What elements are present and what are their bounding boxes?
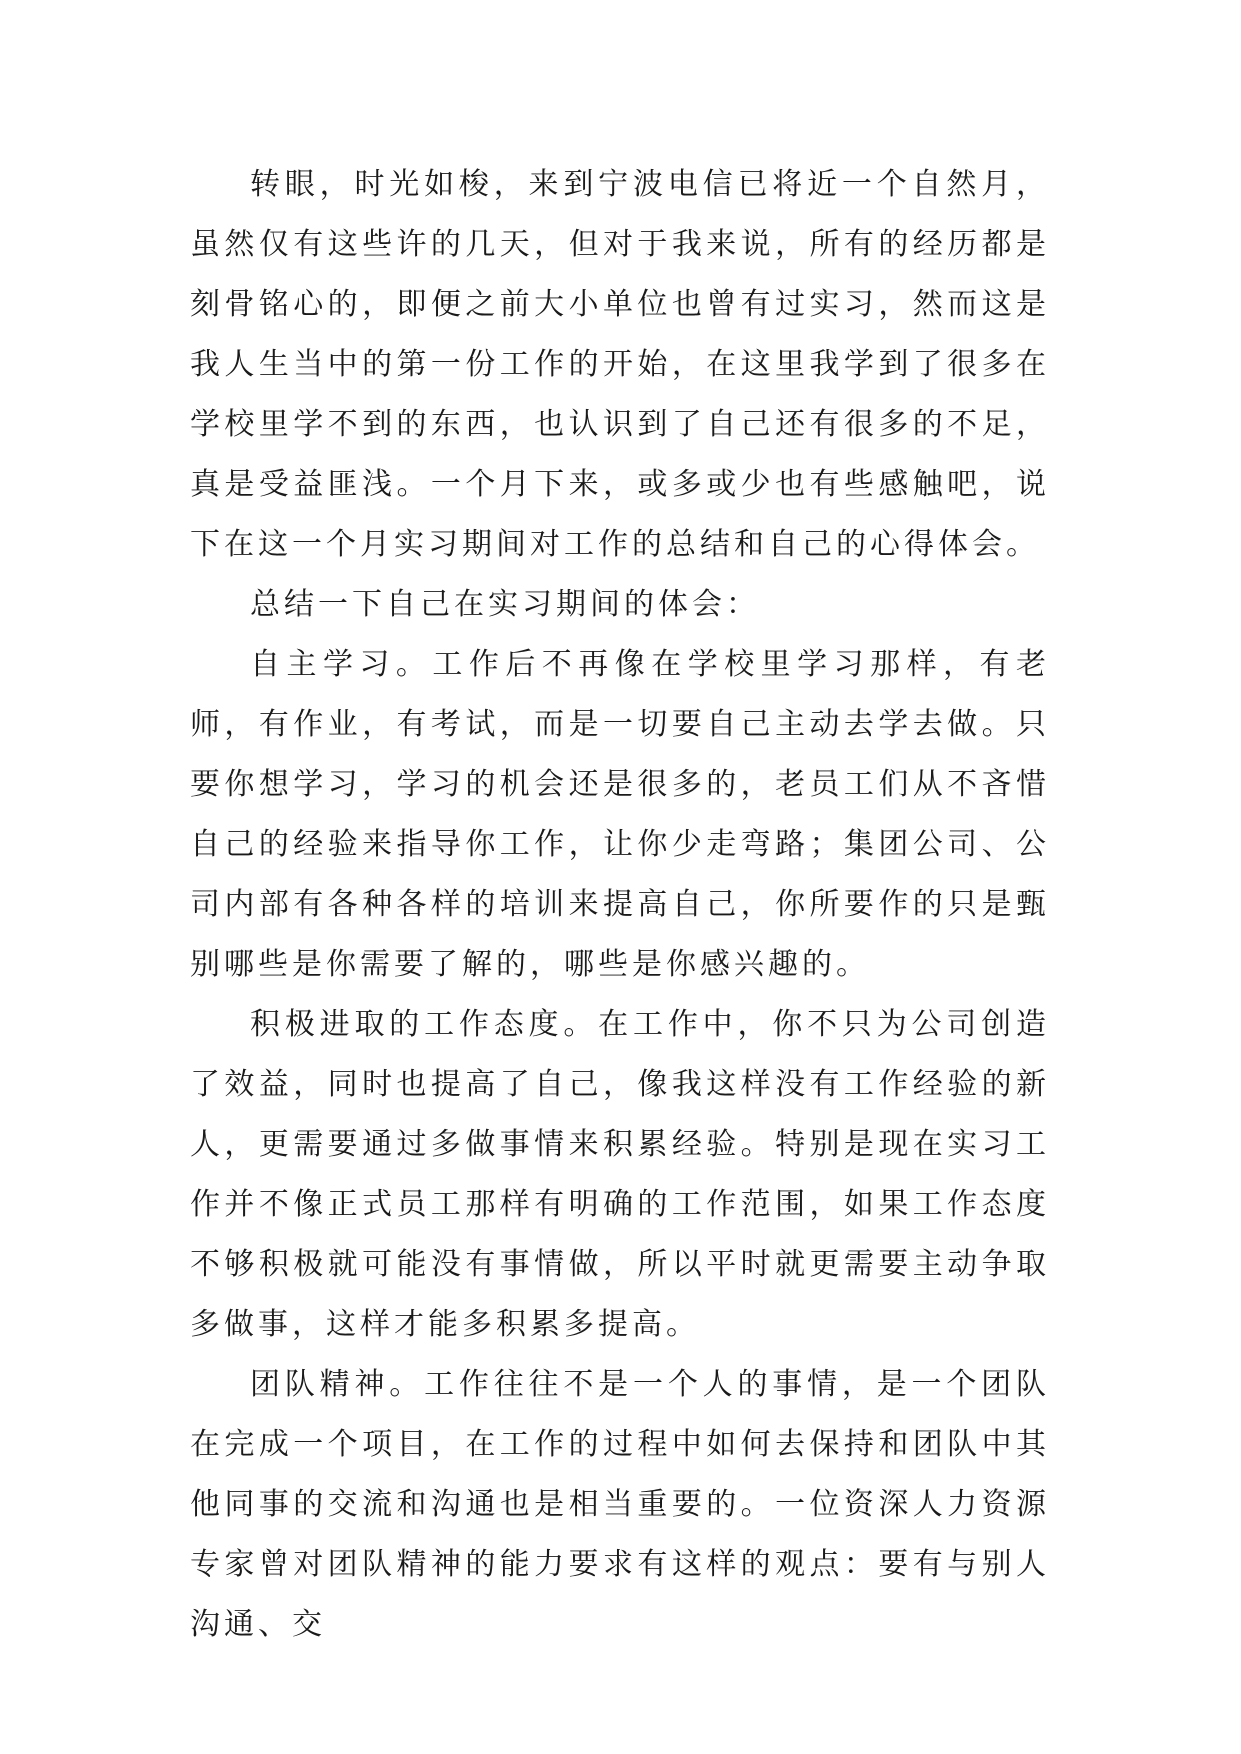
paragraph-self-study: 自主学习。工作后不再像在学校里学习那样，有老师，有作业，有考试，而是一切要自己主动去学去做。只要你想学习，学习的机会还是很多的，老员工们从不吝惜自己的经验来指导你工作，让你少走弯路；集团公司、公司内部有各种各样的培训来提高自己，你所要作的只是甄别哪些是你需要了解的，哪些是你感兴趣的。 [190,647,1050,982]
paragraph-team-spirit: 团队精神。工作往往不是一个人的事情，是一个团队在完成一个项目，在工作的过程中如何去保持和团队中其他同事的交流和沟通也是相当重要的。一位资深人力资源专家曾对团队精神的能力要求有这样的观点：要有与别人沟通、交 [190,1367,1050,1642]
paragraph-intro: 转眼，时光如梭，来到宁波电信已将近一个自然月，虽然仅有这些许的几天，但对于我来说，所有的经历都是刻骨铭心的，即便之前大小单位也曾有过实习，然而这是我人生当中的第一份工作的开始，在这里我学到了很多在学校里学不到的东西，也认识到了自己还有很多的不足，真是受益匪浅。一个月下来，或多或少也有些感触吧，说下在这一个月实习期间对工作的总结和自己的心得体会。 [190,167,1050,562]
paragraph-summary-heading: 总结一下自己在实习期间的体会： [250,587,760,622]
paragraph-work-attitude: 积极进取的工作态度。在工作中，你不只为公司创造了效益，同时也提高了自己，像我这样没有工作经验的新人，更需要通过多做事情来积累经验。特别是现在实习工作并不像正式员工那样有明确的工作范围，如果工作态度不够积极就可能没有事情做，所以平时就更需要主动争取多做事，这样才能多积累多提高。 [190,1007,1050,1342]
document-body [190,155,1050,1655]
